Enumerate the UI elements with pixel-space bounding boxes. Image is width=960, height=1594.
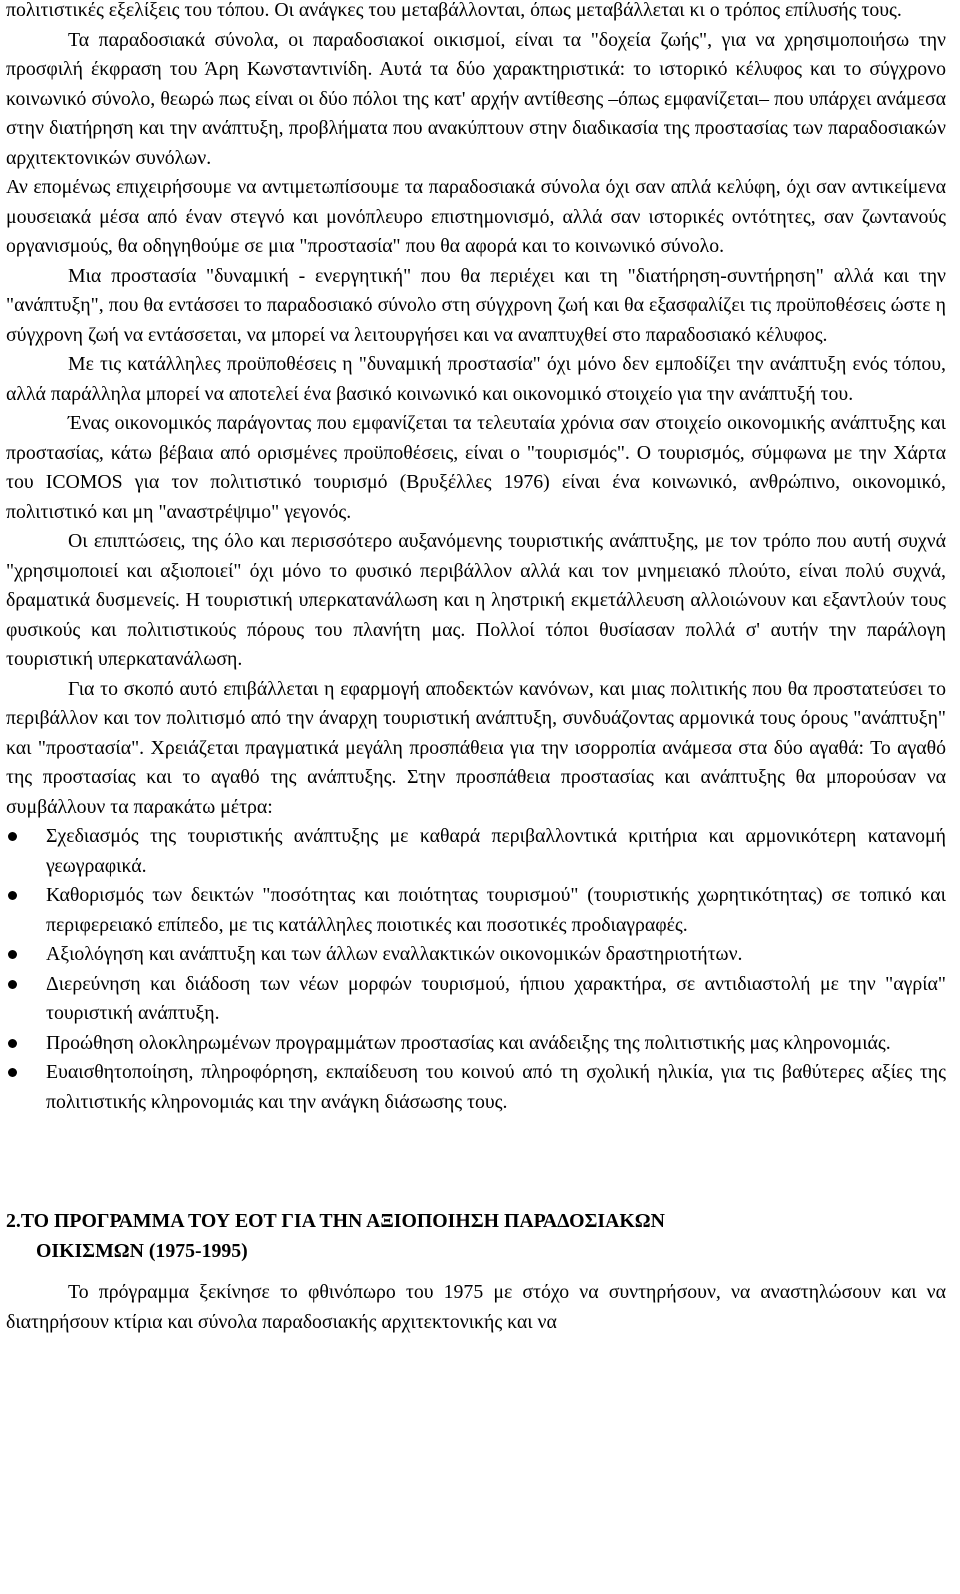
section-heading xyxy=(6,1206,946,1266)
bullet-icon xyxy=(8,891,17,900)
section-paragraph: Το πρόγραμμα ξεκίνησε το φθινόπωρο του 1975 με στόχο να συντηρήσουν, να αναστηλώσουν και να διατηρήσουν κτίρια και σύνολα παραδοσιακής αρχιτεκτονικής και να xyxy=(6,1281,946,1333)
body-paragraph-3: Αν επομένως επιχειρήσουμε να αντιμετωπίσουμε τα παραδοσιακά σύνολα όχι σαν απλά κελύφη, όχι σαν αντικείμενα μουσειακά μέσα από έναν στεγνό και μονόπλευρο επιστημονισμό, αλλά σαν ιστορικές οντότητες, σαν ζωντανούς οργανισμούς, θα οδηγηθούμε σε μια "προστασία" που θα αφορά και το κοινωνικό σύνολο. xyxy=(6,176,946,257)
list-item-text: Καθορισμός των δεικτών "ποσότητας και ποιότητας τουρισμού" (τουριστικής χωρητικότητας) σε τοπικό και περιφερειακό επίπεδο, με τις κατάλληλες ποιοτικές και ποσοτικές προδιαγραφές. xyxy=(46,884,946,936)
bullet-icon xyxy=(8,980,17,989)
bullet-icon xyxy=(8,1068,17,1077)
list-item-text: Προώθηση ολοκληρωμένων προγραμμάτων προστασίας και ανάδειξης της πολιτιστικής μας κληρονομιάς. xyxy=(46,1031,891,1054)
body-paragraph-5: Με τις κατάλληλες προϋποθέσεις η "δυναμική προστασία" όχι μόνο δεν εμποδίζει την ανάπτυξη ενός τόπου, αλλά παράλληλα μπορεί να αποτελεί ένα βασικό κοινωνικό και οικονομικό στοιχείο για την ανάπτυξή του. xyxy=(6,353,946,405)
body-paragraph-4: Μια προστασία "δυναμική - ενεργητική" που θα περιέχει και τη "διατήρηση-συντήρηση" αλλά και την "ανάπτυξη", που θα εντάσσει το παραδοσιακό σύνολο στη σύγχρονη ζωή και θα εξασφαλίζει τις προϋποθέσεις ώστε η σύγχρονη ζωή να εντάσσεται, να μπορεί να λειτουργήσει και να αναπτυχθεί στο παραδοσιακό κέλυφος. xyxy=(6,264,946,346)
list-item-text: Σχεδιασμός της τουριστικής ανάπτυξης με καθαρά περιβαλλοντικά κριτήρια και αρμονικότερη κατανομή γεωγραφικά. xyxy=(46,825,946,877)
bullet-icon xyxy=(8,832,17,841)
list-item xyxy=(6,940,946,970)
bullet-icon xyxy=(8,1039,17,1048)
list-item xyxy=(6,970,946,1029)
list-item-text: Αξιολόγηση και ανάπτυξη και των άλλων εναλλακτικών οικονομικών δραστηριοτήτων. xyxy=(46,943,743,965)
list-item-text: Ευαισθητοποίηση, πληροφόρηση, εκπαίδευση του κοινού από τη σχολική ηλικία, για τις βαθύτερες αξίες της πολιτιστικής κληρονομιάς και την ανάγκη διάσωσης τους. xyxy=(46,1061,946,1113)
body-paragraph-6: Ένας οικονομικός παράγοντας που εμφανίζεται τα τελευταία χρόνια σαν στοιχείο οικονομικής ανάπτυξης και προστασίας, κάτω βέβαια από ορισμένες προϋποθέσεις, είναι ο "τουρισμός". Ο τουρισμός, σύμφωνα με την Χάρτα του ICOMOS για τον πολιτιστικό τουρισμό (Βρυξέλλες 1976) είναι ένα κοινωνικό, ανθρώπινο, οικονομικό, πολιτιστικό και μη "αναστρέψιμο" γεγονός. xyxy=(6,412,946,523)
list-item xyxy=(6,822,946,881)
bullet-icon xyxy=(8,950,17,959)
body-paragraph-8: Για το σκοπό αυτό επιβάλλεται η εφαρμογή αποδεκτών κανόνων, και μιας πολιτικής που θα προστατεύσει το περιβάλλον και τον πολιτισμό από την άναρχη τουριστική ανάπτυξη, συνδυάζοντας αρμονικά τους όρους "ανάπτυξη" και "προστασία". Χρειάζεται πραγματικά μεγάλη προσπάθεια για την ισορροπία ανάμεσα στα δύο αγαθά: Το αγαθό της προστασίας και το αγαθό της ανάπτυξης. Στην προσπάθεια προστασίας και ανάπτυξης θα μπορούσαν να συμβάλλουν τα παρακάτω μέτρα: xyxy=(6,677,946,818)
measures-list xyxy=(6,822,946,1117)
list-item-text: Διερεύνηση και διάδοση των νέων μορφών τουρισμού, ήπιου χαρακτήρα, σε αντιδιαστολή με την "αγρία" τουριστική ανάπτυξη. xyxy=(46,972,946,1024)
list-item xyxy=(6,1058,946,1117)
section-heading-line-2: ΟΙΚΙΣΜΩΝ (1975-1995) xyxy=(36,1240,248,1262)
body-paragraph-2: Τα παραδοσιακά σύνολα, οι παραδοσιακοί οικισμοί, είναι τα "δοχεία ζωής", για να χρησιμοποιήσω την προσφιλή έκφραση του Άρη Κωνσταντινίδη. Αυτά τα δύο χαρακτηριστικά: το ιστορικό κέλυφος και το σύγχρονο κοινωνικό σύνολο, θεωρώ πως είναι οι δύο πόλοι της κατ' αρχήν αντίθεσης –όπως εμφανίζεται– που υπάρχει ανάμεσα στην διατήρηση και την ανάπτυξη, προβλήματα που ανακύπτουν στην διαδικασία της προστασίας των παραδοσιακών αρχιτεκτονικών συνόλων. xyxy=(6,28,946,169)
list-item xyxy=(6,881,946,940)
section-heading-line-1: 2.ΤΟ ΠΡΟΓΡΑΜΜΑ ΤΟΥ ΕΟΤ ΓΙΑ ΤΗΝ ΑΞΙΟΠΟΙΗΣΗ ΠΑΡΑΔΟΣΙΑΚΩΝ xyxy=(6,1210,665,1232)
body-paragraph-1: πολιτιστικές εξελίξεις του τόπου. Οι ανάγκες του μεταβάλλονται, όπως μεταβάλλεται κι ο τρόπος επίλυσής τους. xyxy=(6,0,902,21)
list-item xyxy=(6,1029,946,1059)
body-paragraph-7: Οι επιπτώσεις, της όλο και περισσότερο αυξανόμενης τουριστικής ανάπτυξης, με τον τρόπο που αυτή συχνά "χρησιμοποιεί και αξιοποιεί" όχι μόνο το φυσικό περιβάλλον αλλά και τον μνημειακό πλούτο, είναι πολύ συχνά, δραματικά δυσμενείς. Η τουριστική υπερκατανάλωση και η ληστρική εκμετάλλευση αλλοιώνουν και εξαντλούν τους φυσικούς και πολιτιστικούς πόρους του πλανήτη μας. Πολλοί τόποι θυσίασαν πολλά σ' αυτήν την παράλογη τουριστική υπερκατανάλωση. xyxy=(6,530,946,670)
